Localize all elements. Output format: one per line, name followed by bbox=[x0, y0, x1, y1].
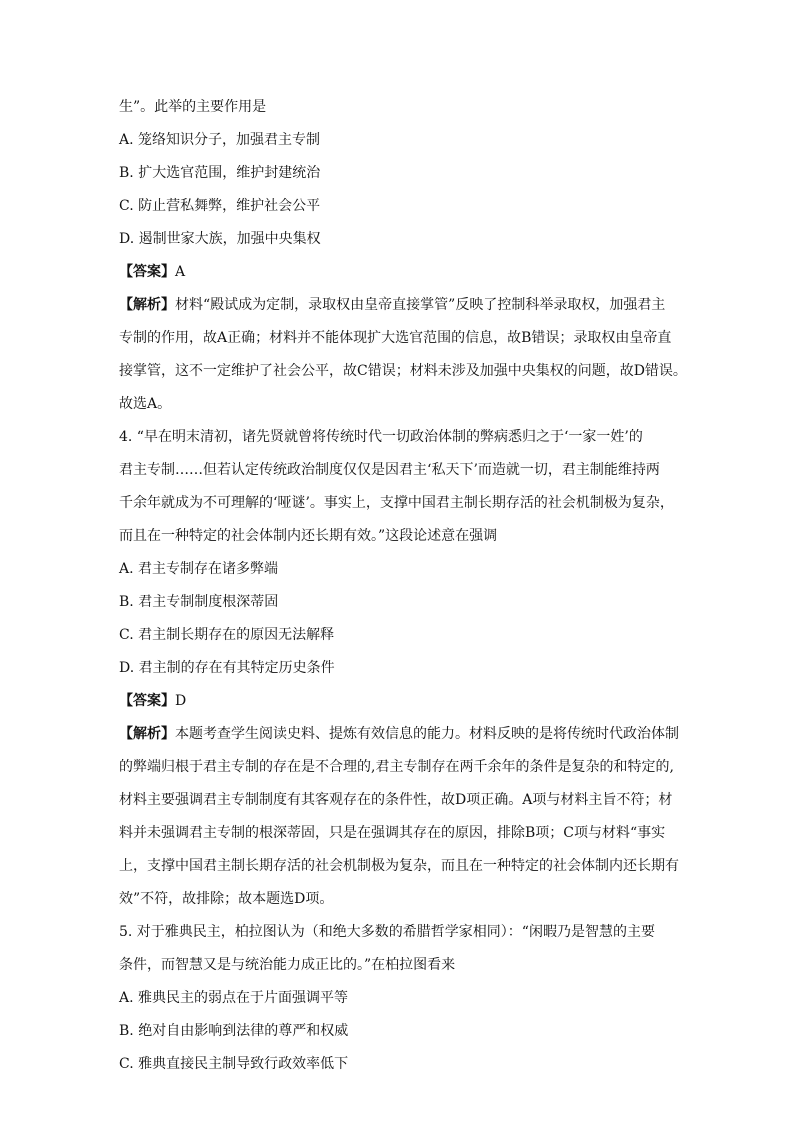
analysis-label: 【解析】 bbox=[119, 726, 175, 742]
question-4-analysis-line bbox=[119, 723, 694, 745]
question-4-analysis-line: 材料主要强调君主专制制度有其客观存在的条件性，故D项正确。A项与材料主旨不符；材 bbox=[119, 792, 673, 808]
question-4-stem-line: 而且在一种特定的社会体制内还长期有效。”这段论述意在强调 bbox=[119, 528, 498, 544]
document-page bbox=[119, 96, 694, 1086]
question-4-option-d: D. 君主制的存在有其特定历史条件 bbox=[119, 660, 335, 676]
question-4-stem-line: 千余年就成为不可理解的‘哑谜’。事实上，支撑中国君主制长期存活的社会机制极为复杂， bbox=[119, 495, 674, 511]
question-3-option-d: D. 遏制世家大族，加强中央集权 bbox=[119, 231, 321, 247]
question-4-answer bbox=[119, 690, 694, 712]
question-3-answer bbox=[119, 261, 694, 283]
question-3-option-a: A. 笼络知识分子，加强君主专制 bbox=[119, 132, 321, 148]
answer-label: 【答案】 bbox=[119, 693, 175, 709]
question-3-analysis-line: 专制的作用，故A正确；材料并不能体现扩大选官范围的信息，故B错误；录取权由皇帝直 bbox=[119, 330, 672, 346]
question-4-option-a: A. 君主专制存在诸多弊端 bbox=[119, 561, 279, 577]
question-3-analysis-line bbox=[119, 294, 694, 316]
question-4-analysis-line: 的弊端归根于君主专制的存在是不合理的,君主专制存在两千余年的条件是复杂的和特定的, bbox=[119, 759, 674, 775]
answer-value: A bbox=[175, 264, 186, 280]
question-4-option-c: C. 君主制长期存在的原因无法解释 bbox=[119, 627, 335, 643]
analysis-text: 材料“殿试成为定制，录取权由皇帝直接掌管”反映了控制科举录取权，加强君主 bbox=[175, 297, 666, 313]
question-5-stem-line: 5. 对于雅典民主，柏拉图认为（和绝大多数的希腊哲学家相同）：“闲暇乃是智慧的主要 bbox=[119, 924, 655, 940]
analysis-text: 本题考查学生阅读史料、提炼有效信息的能力。材料反映的是将传统时代政治体制 bbox=[175, 726, 679, 742]
question-4-option-b: B. 君主专制制度根深蒂固 bbox=[119, 594, 279, 610]
analysis-label: 【解析】 bbox=[119, 297, 175, 313]
question-4-analysis-line: 上，支撑中国君主制长期存活的社会机制极为复杂，而且在一种特定的社会体制内还长期有 bbox=[119, 858, 679, 874]
question-5-stem-line: 条件，而智慧又是与统治能力成正比的。”在柏拉图看来 bbox=[119, 957, 456, 973]
question-4-stem-line: 4. “早在明末清初，诸先贤就曾将传统时代一切政治体制的弊病悉归之于‘一家一姓’的 bbox=[119, 429, 643, 445]
question-3-analysis-line: 故选A。 bbox=[119, 396, 172, 412]
question-3-stem-tail: 生”。此举的主要作用是 bbox=[119, 99, 267, 115]
question-4-stem-line: 君主专制……但若认定传统政治制度仅仅是因君主‘私天下’而造就一切，君主制能维持两 bbox=[119, 462, 660, 478]
question-3-option-c: C. 防止营私舞弊，维护社会公平 bbox=[119, 198, 321, 214]
question-5-option-b: B. 绝对自由影响到法律的尊严和权威 bbox=[119, 1023, 349, 1039]
question-5-option-a: A. 雅典民主的弱点在于片面强调平等 bbox=[119, 990, 349, 1006]
question-4-analysis-line: 料并未强调君主专制的根深蒂固，只是在强调其存在的原因，排除B项；C项与材料“事实 bbox=[119, 825, 666, 841]
question-3-option-b: B. 扩大选官范围，维护封建统治 bbox=[119, 165, 321, 181]
answer-value: D bbox=[175, 693, 187, 709]
question-4-analysis-line: 效”不符，故排除；故本题选D项。 bbox=[119, 891, 334, 907]
question-3-analysis-line: 接掌管，这不一定维护了社会公平，故C错误；材料未涉及加强中央集权的问题，故D错误。 bbox=[119, 363, 687, 379]
answer-label: 【答案】 bbox=[119, 264, 175, 280]
question-5-option-c: C. 雅典直接民主制导致行政效率低下 bbox=[119, 1056, 349, 1072]
